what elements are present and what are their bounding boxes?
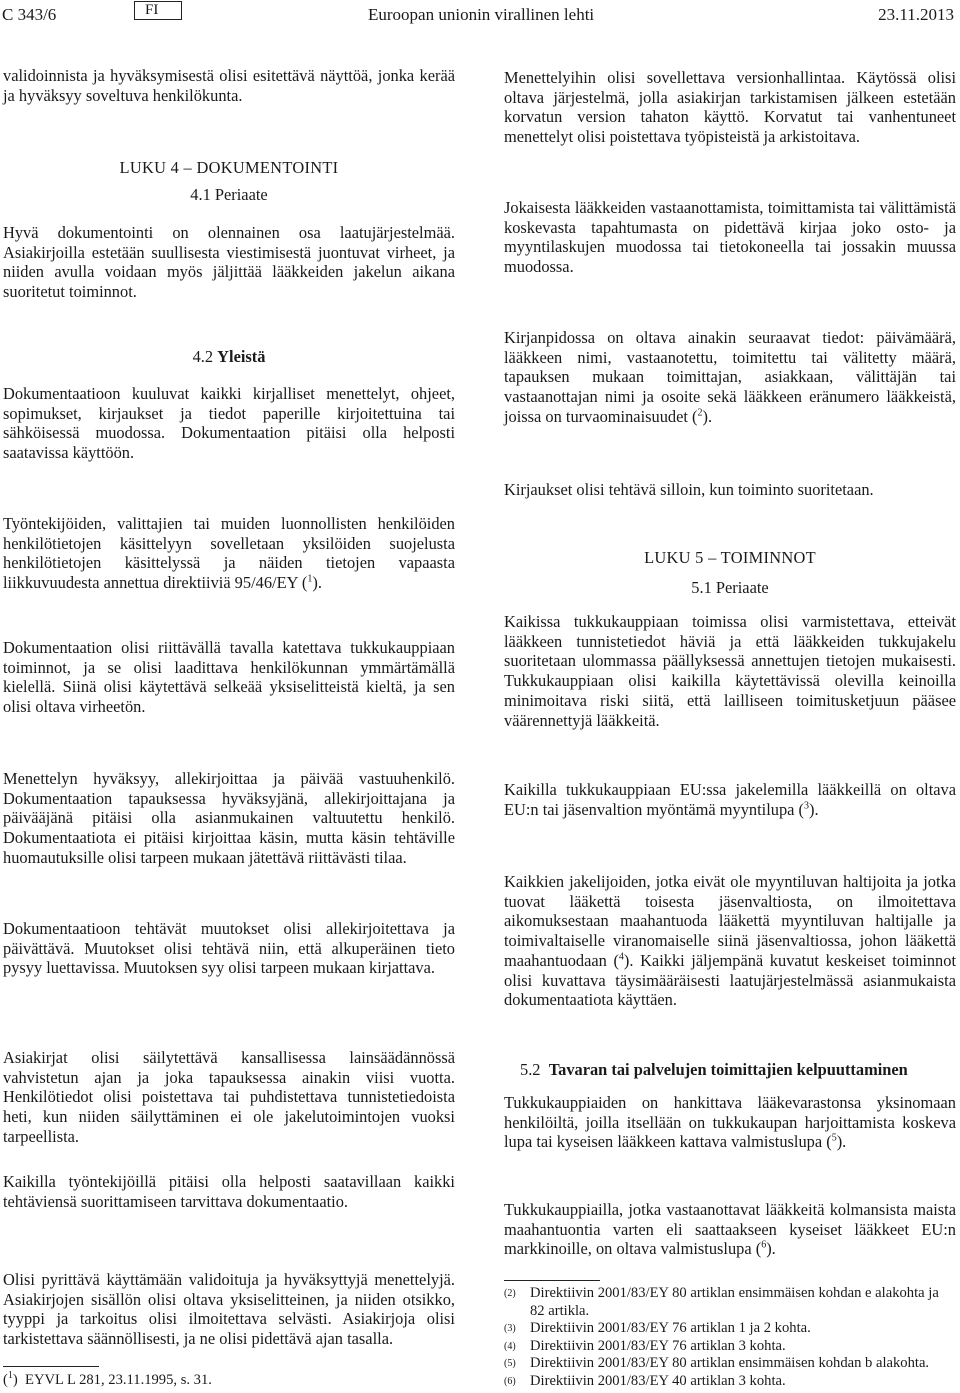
- section-title: Periaate: [715, 578, 769, 597]
- footnote-text: EYVL L 281, 23.11.1995, s. 31.: [25, 1372, 212, 1388]
- section-number: 5.1: [691, 578, 712, 597]
- footnote-text: Direktiivin 2001/83/EY 76 artiklan 3 kohta.: [530, 1337, 786, 1354]
- footnote: [504, 1320, 956, 1338]
- journal-title: Euroopan unionin virallinen lehti: [368, 5, 595, 24]
- section-heading: [504, 578, 956, 598]
- paragraph-text: Kirjanpidossa on oltava ainakin seuraavat tiedot: päivämäärä, lääkkeen nimi, vastaanotettu, toimitettu tai välitetty määrä, tapauksen mukaan toimittajan, asiakkaan, välittäjän tai vastaanottajan nimi ja osoite sekä lääkkeen eränumero lääkkeistä, joissa on turvaominaisuudet (: [504, 328, 956, 426]
- paragraph: Jokaisesta lääkkeiden vastaanottamista, toimittamista tai välittämistä koskevasta tapahtumasta on pidettävä kirjaa joko osto- ja myyntilaskujen muodossa tai tietokoneella tai jossakin muussa muodossa.: [504, 198, 956, 277]
- footnote-ref[interactable]: 5: [831, 1132, 837, 1144]
- language-badge: FI: [134, 1, 182, 20]
- publication-date: 23.11.2013: [878, 5, 954, 24]
- paragraph: Dokumentaatioon tehtävät muutokset olisi allekirjoitettava ja päivättävä. Muutokset olisi tehtävä niin, että alkuperäinen tieto pysyy luettavissa. Muutoksen syy olisi tarpeen mukaan kirjattava.: [3, 919, 455, 978]
- paragraph-end: .: [317, 573, 322, 593]
- paragraph: Työntekijöiden, valittajien tai muiden luonnollisten henkilöiden henkilötietojen käsittelyyn sovelletaan yksilöiden suojelusta henkilötietojen käsittelyssä ja näiden tietojen vapaasta liikkuvuudesta annettua direktiiviä 95/46/EY ($^1$).: [3, 514, 455, 593]
- footnote: [504, 1285, 956, 1320]
- footnote-number: (6): [504, 1375, 516, 1387]
- footnote-separator: [504, 1280, 600, 1281]
- paragraph: [504, 1200, 956, 1259]
- footnote: ($^1$) EYVL L 281, 23.11.1995, s. 31.: [3, 1370, 212, 1388]
- paragraph: [504, 328, 956, 427]
- section-number: 5.2: [520, 1060, 541, 1079]
- paragraph-end: ).: [766, 1239, 776, 1259]
- footnote-ref[interactable]: 2: [697, 407, 703, 419]
- paragraph: validoinnista ja hyväksymisestä olisi esitettävä näyttöä, jonka kerää ja hyväksyy soveltuva henkilökunta.: [3, 66, 455, 105]
- paragraph-end: ).: [836, 1132, 847, 1152]
- footnote-number: (3): [504, 1323, 516, 1334]
- paragraph-text: Kaikkien jakelijoiden, jotka eivät ole myyntiluvan haltijoita ja jotka tuovat lääkettä toisesta jäsenvaltiosta, on ilmoitettava aikomuksestaan maahantuoda lääkettä myyntiluvan haltijalle ja toimivaltaiselle viranomaiselle siinä jäsenvaltiossa, johon lääkettä maahantuodaan (: [504, 872, 956, 970]
- paragraph-text: Tukkukauppiaiden on hankittava lääkevarastonsa yksinomaan henkilöiltä, joilla itsellään on tukkukaupan harjoittamista koskeva lupa tai kyseisen lääkkeen kattava valmistuslupa (: [504, 1093, 956, 1152]
- footnote-number: (2): [504, 1288, 516, 1299]
- footnote-separator: [3, 1366, 99, 1367]
- section-number: 4.2: [192, 347, 214, 366]
- footnote-text: Direktiivin 2001/83/EY 80 artiklan ensimmäisen kohdan b alakohta.: [530, 1355, 930, 1371]
- paragraph: Dokumentaation olisi riittävällä tavalla katettava tukkukauppiaan toiminnot, ja se olisi laadittava henkilökunnan ymmärtämällä kielellä. Siinä olisi käytettävä selkeää yksiselitteistä kieltä, ja sen olisi oltava virheetön.: [3, 638, 455, 717]
- paragraph: Asiakirjat olisi säilytettävä kansallisessa lainsäädännössä vahvistetun ajan ja joka tapauksessa ainakin viisi vuotta. Henkilötiedot olisi poistettava tai puhdistettava tunnistetiedoista heti, kun niiden säilyttäminen ei ole jakelutoimintojen vuoksi tarpeellista.: [3, 1048, 455, 1146]
- section-heading: [3, 347, 455, 367]
- footnote-list: [504, 1285, 956, 1390]
- paragraph-text: Kaikilla tukkukauppiaan EU:ssa jakelemilla lääkkeillä on oltava EU:n tai jäsenvaltion myöntämä myyntilupa (: [504, 780, 956, 819]
- paragraph: [504, 780, 956, 819]
- paragraph: Olisi pyrittävä käyttämään validoituja ja hyväksyttyjä menettelyjä. Asiakirjojen sisällön olisi oltava yksiselitteinen, ja niiden otsikko, tyyppi ja tarkoitus olisi ilmoitettava selvästi. Asiakirjoja olisi tarkistettava säännöllisesti, ja ne olisi pidettävä ajan tasalla.: [3, 1270, 455, 1349]
- paragraph: [504, 872, 956, 1010]
- footnote-number: (4): [504, 1340, 516, 1352]
- section-number: 4.1: [190, 185, 211, 204]
- section-title: Yleistä: [217, 347, 266, 366]
- paragraph: Kirjaukset olisi tehtävä silloin, kun toiminto suoritetaan.: [504, 480, 874, 499]
- paragraph: Menettelyn hyväksyy, allekirjoittaa ja päivää vastuuhenkilö. Dokumentaation tapauksessa hyväksyjänä, allekirjoittajana ja päivääjänä pitäisi olla asianmukainen valtuutettu henkilö. Dokumentaatiota ei pitäisi kirjoittaa käsin, mutta käsin tehtäville huomautuksille olisi tarpeen mukaan jätettävä riittävästi tilaa.: [3, 769, 455, 867]
- paragraph: [504, 1093, 956, 1152]
- paragraph: Hyvä dokumentointi on olennainen osa laatujärjestelmää. Asiakirjoilla estetään suullisesta viestimisestä juontuvat virheet, ja niiden avulla voidaan myös jäljittää lääkkeiden jakelun aikana suoritetut toiminnot.: [3, 223, 455, 302]
- paragraph-end: ).: [702, 406, 713, 426]
- chapter-heading: LUKU 5 – TOIMINNOT: [644, 548, 816, 567]
- footnote: [504, 1355, 956, 1373]
- paragraph: Kaikissa tukkukauppiaan toimissa olisi varmistettava, etteivät lääkkeen tunnistetiedot häviä ja että lääkkeiden tukkujakelu suoritetaan ulommassa päällyksessä annettujen tietojen mukaisesti. Tukkukauppiaan olisi kaikilla käytettävissä olevilla keinoilla minimoitava riski siitä, että lailliseen toimitusketjuun pääsee väärennettyjä lääkkeitä.: [504, 612, 956, 730]
- section-heading: [3, 185, 455, 205]
- footnote: [504, 1338, 956, 1356]
- paragraph-text: Tukkukauppiailla, jotka vastaanottavat lääkkeitä kolmansista maista maahantuontia varten eli saattaakseen kyseiset lääkkeet EU:n markkinoille, on oltava valmistuslupa (: [504, 1200, 956, 1259]
- footnote-ref[interactable]: 6: [761, 1239, 767, 1251]
- footnote-ref[interactable]: 4: [618, 951, 624, 963]
- paragraph-text: Työntekijöiden, valittajien tai muiden luonnollisten henkilöiden henkilötietojen käsittelyyn sovelletaan yksilöiden suojelusta henkilötietojen käsittelyssä ja näiden tietojen vapaasta liikkuvuudesta annettua direktiiviä 95/46/EY: [3, 514, 455, 593]
- footnote-text: Direktiivin 2001/83/EY 80 artiklan ensimmäisen kohdan e alakohta ja 82 artikla.: [530, 1285, 939, 1319]
- footnote-ref[interactable]: 1: [307, 573, 313, 585]
- section-heading: [520, 1060, 956, 1080]
- page-reference: C 343/6: [2, 5, 57, 24]
- footnote: [504, 1373, 956, 1391]
- chapter-heading: LUKU 4 – DOKUMENTOINTI: [119, 158, 339, 177]
- footnote-text: Direktiivin 2001/83/EY 40 artiklan 3 kohta.: [530, 1372, 786, 1389]
- footnote-ref[interactable]: 3: [803, 800, 809, 812]
- section-title: Periaate: [214, 185, 268, 204]
- footnote-text: Direktiivin 2001/83/EY 76 artiklan 1 ja 2 kohta.: [530, 1320, 811, 1336]
- paragraph-end: ). Kaikki jäljempänä kuvatut keskeiset toiminnot olisi kuvattava täysimääräisesti laatujärjestelmässä asianmukaista dokumentaatiota käyttäen.: [504, 950, 957, 1010]
- paragraph-end: ).: [808, 799, 819, 819]
- footnote-number: 1: [7, 1370, 13, 1382]
- paragraph: Dokumentaatioon kuuluvat kaikki kirjalliset menettelyt, ohjeet, sopimukset, kirjaukset ja tiedot paperille kirjoitettuina tai sähköisessä muodossa. Dokumentaation pitäisi olla helposti saatavissa käyttöön.: [3, 384, 455, 463]
- paragraph: Menettelyihin olisi sovellettava versionhallintaa. Käytössä olisi oltava järjestelmä, jolla asiakirjan tarkistamisen jälkeen estetään korvatun version tahaton käyttö. Korvatut tai vanhentuneet menettelyt olisi poistettava työpisteistä ja arkistoitava.: [504, 68, 956, 147]
- footnote-number: (5): [504, 1358, 516, 1369]
- paragraph: Kaikilla työntekijöillä pitäisi olla helposti saatavillaan kaikki tehtäviensä suorittamiseen tarvittava dokumentaatio.: [3, 1172, 455, 1211]
- section-title: Tavaran tai palvelujen toimittajien kelpuuttaminen: [548, 1060, 908, 1079]
